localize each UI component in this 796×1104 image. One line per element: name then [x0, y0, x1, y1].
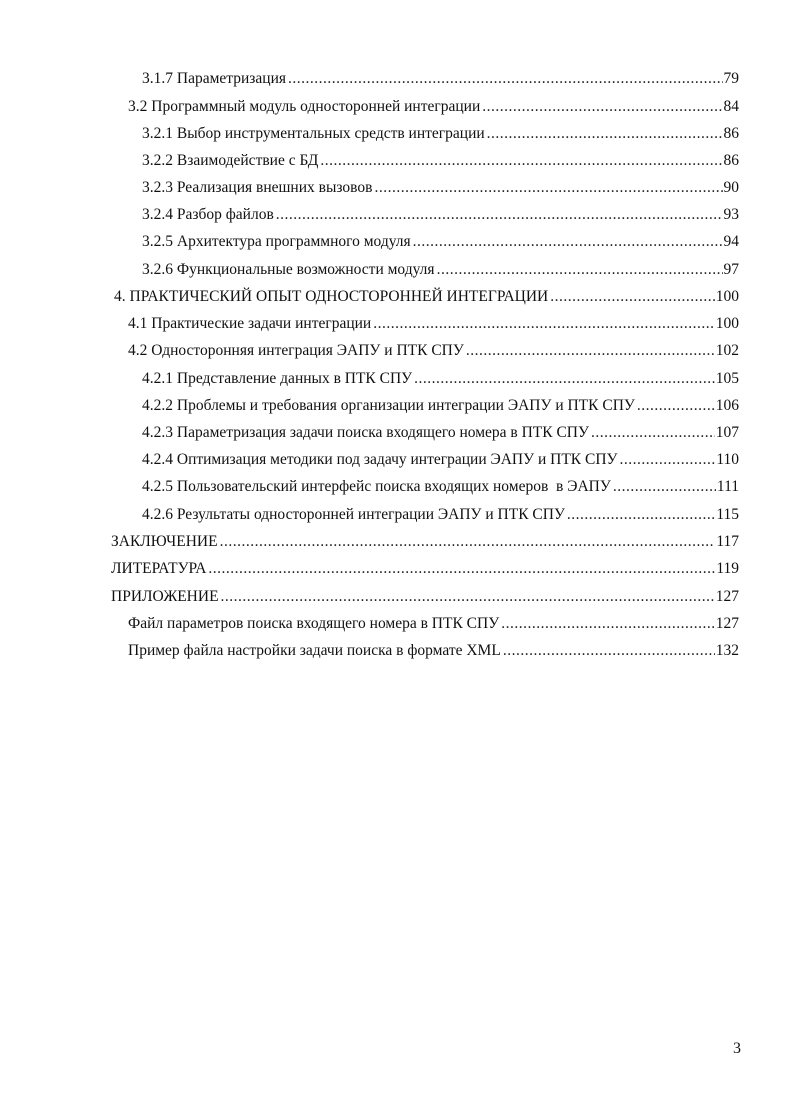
- toc-entry-4-2: [128, 338, 739, 364]
- toc-entry-3-2-2: [142, 148, 739, 174]
- toc-entry-title: 4.2.3 Параметризация задачи поиска входящего номера в ПТК СПУ: [142, 424, 589, 441]
- toc-leader-dots: [220, 529, 716, 555]
- toc-entry-title: 3.1.7 Параметризация: [142, 70, 286, 87]
- toc-entry-page: 90: [723, 179, 739, 196]
- toc-entry-page: 100: [715, 315, 739, 332]
- toc-entry-3-2-4: [142, 202, 739, 228]
- toc-leader-dots: [482, 94, 722, 120]
- toc-entry-4-1: [128, 311, 739, 337]
- toc-entry-title: 4.2.1 Представление данных в ПТК СПУ: [142, 370, 413, 387]
- toc-entry-title: Пример файла настройки задачи поиска в формате XML: [128, 642, 501, 659]
- toc-entry-title: 4.2.5 Пользовательский интерфейс поиска входящих номеров в ЭАПУ: [142, 478, 611, 495]
- toc-entry-page: 97: [723, 261, 739, 278]
- toc-leader-dots: [487, 121, 723, 147]
- toc-entry-page: 132: [715, 642, 739, 659]
- toc-entry-title: 3.2.3 Реализация внешних вызовов: [142, 179, 373, 196]
- toc-leader-dots: [414, 366, 715, 392]
- toc-entry-3-2-3: [142, 175, 739, 201]
- toc-entry-page: 79: [723, 70, 739, 87]
- toc-entry-page: 84: [723, 98, 739, 115]
- toc-leader-dots: [437, 257, 723, 283]
- toc-leader-dots: [413, 229, 723, 255]
- toc-entry-title: 3.2.5 Архитектура программного модуля: [142, 233, 411, 250]
- toc-entry-page: 106: [715, 397, 739, 414]
- toc-entry-page: 102: [715, 342, 739, 359]
- toc-entry-page: 111: [716, 478, 739, 495]
- toc-leader-dots: [373, 311, 715, 337]
- toc-leader-dots: [550, 284, 715, 310]
- toc-entry-title: 4.2 Односторонняя интеграция ЭАПУ и ПТК СПУ: [128, 342, 464, 359]
- toc-entry-conclusion: [111, 529, 739, 555]
- toc-entry-page: 105: [715, 370, 739, 387]
- toc-entry-page: 107: [715, 424, 739, 441]
- toc-entry-4-2-6: [142, 502, 739, 528]
- toc-entry-page: 86: [723, 152, 739, 169]
- toc-leader-dots: [288, 66, 723, 92]
- toc-leader-dots: [276, 202, 723, 228]
- toc-entry-title: 3.2.4 Разбор файлов: [142, 206, 274, 223]
- toc-entry-4-2-5: [142, 474, 739, 500]
- toc-entry-page: 127: [715, 615, 739, 632]
- toc-entry-3-2: [128, 94, 739, 120]
- toc-leader-dots: [620, 447, 716, 473]
- toc-entry-chapter-4: [114, 284, 739, 310]
- toc-entry-appendix: [111, 584, 739, 610]
- toc-entry-literature: [111, 556, 739, 582]
- toc-leader-dots: [208, 556, 715, 582]
- toc-entry-title: 4.2.2 Проблемы и требования организации интеграции ЭАПУ и ПТК СПУ: [142, 397, 635, 414]
- toc-entry-page: 110: [716, 451, 739, 468]
- toc-entry-title: 4.2.6 Результаты односторонней интеграции ЭАПУ и ПТК СПУ: [142, 506, 565, 523]
- toc-entry-appendix-xml-example: [128, 638, 739, 664]
- toc-leader-dots: [567, 502, 715, 528]
- toc-entry-3-2-6: [142, 257, 739, 283]
- toc-entry-appendix-params-file: [128, 611, 739, 637]
- toc-entry-4-2-3: [142, 420, 739, 446]
- page-number: 3: [733, 1040, 741, 1057]
- toc-entry-title: ЛИТЕРАТУРА: [111, 560, 207, 577]
- toc-entry-title: 3.2.1 Выбор инструментальных средств интеграции: [142, 125, 485, 142]
- toc-entry-title: Файл параметров поиска входящего номера в ПТК СПУ: [128, 615, 500, 632]
- toc-entry-title: 4.2.4 Оптимизация методики под задачу интеграции ЭАПУ и ПТК СПУ: [142, 451, 618, 468]
- toc-leader-dots: [466, 338, 715, 364]
- toc-entry-3-1-7: [142, 66, 739, 92]
- toc-leader-dots: [374, 175, 722, 201]
- toc-entry-4-2-1: [142, 366, 739, 392]
- toc-entry-page: 94: [723, 233, 739, 250]
- toc-entry-page: 93: [723, 206, 739, 223]
- toc-entry-page: 86: [723, 125, 739, 142]
- toc-entry-page: 127: [715, 588, 739, 605]
- toc-entry-4-2-4: [142, 447, 739, 473]
- toc-entry-title: ПРИЛОЖЕНИЕ: [111, 588, 219, 605]
- toc-entry-page: 100: [715, 288, 739, 305]
- toc-leader-dots: [503, 638, 715, 664]
- toc-leader-dots: [613, 474, 716, 500]
- toc-entry-title: ЗАКЛЮЧЕНИЕ: [111, 533, 218, 550]
- toc-leader-dots: [637, 393, 715, 419]
- toc-entry-3-2-1: [142, 121, 739, 147]
- toc-entry-page: 119: [716, 560, 739, 577]
- toc-entry-title: 4. ПРАКТИЧЕСКИЙ ОПЫТ ОДНОСТОРОННЕЙ ИНТЕГРАЦИИ: [114, 288, 549, 305]
- toc-leader-dots: [591, 420, 715, 446]
- toc-entry-page: 117: [716, 533, 739, 550]
- toc-entry-title: 4.1 Практические задачи интеграции: [128, 315, 372, 332]
- toc-entry-4-2-2: [142, 393, 739, 419]
- toc-entry-3-2-5: [142, 229, 739, 255]
- toc-entry-title: 3.2.2 Взаимодействие с БД: [142, 152, 319, 169]
- toc-leader-dots: [320, 148, 722, 174]
- toc-leader-dots: [501, 611, 715, 637]
- toc-leader-dots: [221, 584, 715, 610]
- toc-entry-page: 115: [716, 506, 739, 523]
- toc-entry-title: 3.2.6 Функциональные возможности модуля: [142, 261, 435, 278]
- toc-entry-title: 3.2 Программный модуль односторонней интеграции: [128, 98, 481, 115]
